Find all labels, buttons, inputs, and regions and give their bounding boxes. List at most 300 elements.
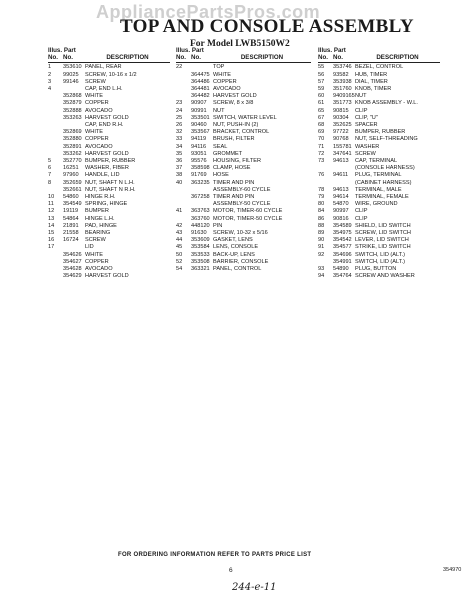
part-part — [63, 122, 85, 129]
part-desc: NUT — [355, 93, 367, 100]
part-no: 59 — [318, 86, 325, 93]
part-part: 54890 — [333, 266, 349, 273]
part-row — [176, 266, 311, 273]
part-row — [176, 244, 311, 251]
part-row — [48, 273, 170, 280]
part-part: 354628 — [63, 266, 82, 273]
part-desc: HARVEST GOLD — [85, 273, 129, 280]
part-desc: COPPER — [85, 100, 109, 107]
part-row — [48, 86, 170, 93]
part-part: 354626 — [63, 251, 82, 258]
part-part: 93582 — [333, 71, 349, 78]
part-desc: BARRIER, CONSOLE — [213, 258, 269, 265]
part-part: 354696 — [333, 251, 352, 258]
part-desc: SHIELD, LID SWITCH — [355, 222, 411, 229]
part-desc: AVOCADO — [85, 266, 113, 273]
part-no: 69 — [318, 129, 325, 136]
part-no: 94 — [318, 273, 325, 280]
part-part: 363235 — [191, 179, 210, 186]
column-header-illus-part: Illus. Part — [176, 47, 204, 54]
part-row — [48, 136, 170, 143]
part-row — [48, 194, 170, 201]
part-no — [48, 144, 63, 151]
part-no: 41 — [176, 208, 183, 215]
part-part: 352868 — [63, 93, 82, 100]
part-row — [48, 266, 170, 273]
part-row — [176, 158, 311, 165]
part-row — [318, 136, 440, 143]
part-part: 354542 — [333, 237, 352, 244]
part-part: 364475 — [191, 71, 210, 78]
page-number: 6 — [229, 567, 233, 574]
part-desc: HARVEST GOLD — [85, 114, 129, 121]
part-part: 364481 — [191, 86, 210, 93]
part-part: 354975 — [333, 230, 352, 237]
part-row — [318, 244, 440, 251]
part-part: 351760 — [333, 86, 352, 93]
part-desc: KNOB, TIMER — [355, 86, 392, 93]
part-no — [48, 136, 63, 143]
part-row — [176, 187, 311, 194]
part-desc: (CABINET HARNESS) — [355, 179, 412, 186]
part-row — [318, 158, 440, 165]
part-desc: LEVER, LID SWITCH — [355, 237, 409, 244]
part-part: 99146 — [63, 78, 79, 85]
part-part: 21891 — [63, 222, 79, 229]
part-row — [318, 230, 440, 237]
part-part: 94614 — [333, 194, 349, 201]
part-desc: PLUG, TERMINAL — [355, 172, 402, 179]
part-row — [318, 273, 440, 280]
part-row — [318, 93, 440, 100]
part-row — [318, 115, 440, 122]
part-no: 42 — [176, 222, 183, 229]
column-header-cell: DESCRIPTION — [240, 54, 284, 62]
part-row — [48, 115, 170, 122]
column-header-row — [318, 54, 440, 63]
part-desc: BEZEL, CONTROL — [355, 64, 404, 71]
part-no: 33 — [176, 136, 183, 143]
column-header-cell: No. — [48, 54, 58, 62]
part-row — [318, 223, 440, 230]
part-desc: SWITCH, WATER LEVEL — [213, 114, 277, 121]
part-desc: (CONSOLE HARNESS) — [355, 165, 415, 172]
part-desc: BACK-UP, LENS — [213, 251, 255, 258]
part-row — [176, 122, 311, 129]
part-row — [176, 129, 311, 136]
part-no: 56 — [318, 71, 325, 78]
part-no: 61 — [318, 100, 325, 107]
part-no: 2 — [48, 71, 52, 78]
part-no: 4 — [48, 86, 52, 93]
part-no: 16 — [48, 237, 55, 244]
part-desc: SPRING, HINGE — [85, 201, 128, 208]
part-part: 19119 — [63, 208, 79, 215]
part-desc: MOTOR, TIMER-60 CYCLE — [213, 208, 283, 215]
part-no: 40 — [176, 179, 183, 186]
part-desc: PAD, HINGE — [85, 222, 117, 229]
part-no: 67 — [318, 114, 325, 121]
column-header-cell: No. — [333, 54, 343, 62]
part-no — [318, 165, 333, 172]
model-line: For Model LWB5150W2 — [190, 39, 290, 49]
part-desc: PLUG, BUTTON — [355, 266, 397, 273]
part-part: 364486 — [191, 78, 210, 85]
part-part: 94119 — [191, 136, 207, 143]
part-part: 354549 — [63, 201, 82, 208]
part-part: 94613 — [333, 186, 349, 193]
part-row — [318, 266, 440, 273]
handwritten-note: 244-e-11 — [232, 582, 277, 593]
part-row — [318, 187, 440, 194]
part-row — [48, 180, 170, 187]
part-desc: PIN — [213, 222, 223, 229]
part-desc: SEAL — [213, 143, 228, 150]
part-row — [176, 201, 311, 208]
part-row — [48, 237, 170, 244]
column-header-cell: No. — [191, 54, 201, 62]
part-desc: WHITE — [85, 93, 104, 100]
part-no: 13 — [48, 215, 55, 222]
part-no: 45 — [176, 244, 183, 251]
part-desc: TERMINAL, FEMALE — [355, 194, 409, 201]
part-row — [48, 64, 170, 71]
part-no — [176, 216, 191, 223]
column-header-row — [48, 54, 170, 63]
part-part: 352770 — [63, 158, 82, 165]
part-desc: NUT, PUSH-IN (2) — [213, 122, 259, 129]
part-desc: ASSEMBLY-50 CYCLE — [213, 201, 271, 208]
part-desc: BUMPER, RUBBER — [85, 158, 136, 165]
part-row — [48, 244, 170, 251]
part-row — [48, 144, 170, 151]
part-part: 97722 — [333, 129, 349, 136]
part-part — [191, 187, 213, 194]
part-part: 353610 — [63, 64, 82, 71]
part-no: 79 — [318, 194, 325, 201]
part-desc: NUT, SELF-THREADING — [355, 136, 418, 143]
page-title: TOP AND CONSOLE ASSEMBLY — [120, 16, 414, 37]
part-desc: HINGE L.H. — [85, 215, 115, 222]
part-part: 351773 — [333, 100, 352, 107]
part-desc: TOP — [213, 64, 225, 71]
part-part: 353584 — [191, 244, 210, 251]
part-desc: SWITCH, LID (ALT.) — [355, 258, 405, 265]
part-no: 11 — [48, 201, 54, 208]
part-no: 8 — [48, 179, 52, 186]
part-no — [48, 93, 63, 100]
part-row — [176, 86, 311, 93]
part-no: 34 — [176, 143, 183, 150]
part-desc: SPACER — [355, 122, 378, 129]
part-desc: AVOCADO — [213, 86, 241, 93]
part-desc: SCREW — [355, 150, 376, 157]
part-desc: SCREW, 10-16 x 1/2 — [85, 71, 137, 78]
part-no — [176, 194, 191, 201]
part-desc: CLAMP, HOSE — [213, 165, 251, 172]
part-no: 60 — [318, 93, 325, 100]
part-part: 16251 — [63, 165, 79, 172]
part-no: 50 — [176, 251, 183, 258]
part-desc: SCREW — [85, 237, 106, 244]
part-row — [318, 86, 440, 93]
part-no: 43 — [176, 230, 183, 237]
part-part: 354629 — [63, 273, 82, 280]
part-part: 90460 — [191, 122, 207, 129]
part-row — [48, 151, 170, 158]
part-row — [176, 144, 311, 151]
part-row — [176, 115, 311, 122]
part-part: 353501 — [191, 114, 210, 121]
part-no — [48, 273, 63, 280]
part-no — [48, 259, 63, 266]
part-part — [333, 165, 355, 172]
part-row — [48, 93, 170, 100]
part-desc: MOTOR, TIMER-50 CYCLE — [213, 215, 283, 222]
part-part — [333, 180, 355, 187]
part-no: 32 — [176, 129, 183, 136]
part-no: 73 — [318, 158, 325, 165]
part-part: 91630 — [191, 230, 207, 237]
part-desc: COPPER — [85, 136, 109, 143]
part-desc: STRIKE, LID SWITCH — [355, 244, 411, 251]
part-row — [318, 129, 440, 136]
part-row — [318, 64, 440, 71]
part-row — [48, 172, 170, 179]
part-desc: AVOCADO — [85, 107, 113, 114]
part-desc: COPPER — [85, 258, 109, 265]
part-row — [176, 136, 311, 143]
part-no — [176, 201, 191, 208]
part-row — [176, 64, 311, 71]
part-part: 54864 — [63, 215, 79, 222]
part-part: 99025 — [63, 71, 79, 78]
part-part: 90816 — [333, 215, 349, 222]
part-row — [48, 79, 170, 86]
part-part: 352625 — [333, 122, 352, 129]
part-desc: CAP, TERMINAL — [355, 158, 398, 165]
part-part: 353508 — [191, 258, 210, 265]
part-row — [318, 259, 440, 266]
part-no: 6 — [48, 165, 52, 172]
part-no: 15 — [48, 230, 55, 237]
part-desc: KNOB ASSEMBLY - W.L. — [355, 100, 418, 107]
part-no: 26 — [176, 122, 183, 129]
part-no: 17 — [48, 244, 55, 251]
part-part: 21558 — [63, 230, 79, 237]
part-no: 57 — [318, 78, 325, 85]
part-part: 354764 — [333, 273, 352, 280]
part-row — [318, 165, 440, 172]
part-desc: SCREW, 8 x 3/8 — [213, 100, 254, 107]
part-row — [176, 180, 311, 187]
part-row — [176, 208, 311, 215]
part-part: 90991 — [191, 107, 207, 114]
column-header-row — [176, 54, 311, 63]
part-desc: HOSE — [213, 172, 229, 179]
part-row — [48, 122, 170, 129]
part-no — [48, 266, 63, 273]
part-no — [318, 180, 333, 187]
part-part: 94611 — [333, 172, 349, 179]
watermark: AppliancePartsPros.com — [96, 2, 321, 22]
column-header-cell: DESCRIPTION — [376, 54, 419, 62]
part-part: 352879 — [63, 100, 82, 107]
part-part: 352880 — [63, 136, 82, 143]
part-part: 90997 — [333, 208, 349, 215]
part-row — [318, 144, 440, 151]
part-part: 90768 — [333, 136, 349, 143]
part-row — [48, 208, 170, 215]
part-desc: DIAL, TIMER — [355, 78, 388, 85]
part-row — [48, 129, 170, 136]
part-no: 35 — [176, 150, 183, 157]
part-row — [176, 151, 311, 158]
part-part: 358598 — [191, 165, 210, 172]
column-header-illus-part: Illus. Part — [318, 47, 346, 54]
part-no — [48, 108, 63, 115]
part-row — [318, 201, 440, 208]
part-part: 353609 — [191, 237, 210, 244]
part-part — [63, 86, 85, 93]
part-row — [176, 108, 311, 115]
part-desc: NUT — [213, 107, 225, 114]
part-desc: SCREW, 10-32 x 5/16 — [213, 230, 268, 237]
part-desc: SCREW — [85, 78, 106, 85]
part-row — [318, 100, 440, 107]
part-no — [48, 151, 63, 158]
part-no: 68 — [318, 122, 325, 129]
part-row — [176, 237, 311, 244]
part-no: 22 — [176, 64, 183, 71]
part-row — [176, 93, 311, 100]
part-desc: HOUSING, FILTER — [213, 158, 262, 165]
column-header-illus-part: Illus. Part — [48, 47, 76, 54]
column-header-cell: DESCRIPTION — [106, 54, 149, 62]
part-no: 38 — [176, 172, 183, 179]
part-desc: CLIP — [355, 208, 368, 215]
part-row — [318, 216, 440, 223]
column-header-cell: No. — [63, 54, 73, 62]
part-desc: HUB, TIMER — [355, 71, 388, 78]
part-part: 54870 — [333, 201, 349, 208]
part-desc: SWITCH, LID (ALT.) — [355, 251, 405, 258]
part-no — [48, 115, 63, 122]
part-desc: NUT, SHAFT N R.H. — [85, 186, 136, 193]
part-row — [176, 230, 311, 237]
part-desc: CAP, END L.H. — [85, 86, 123, 93]
part-no — [48, 252, 63, 259]
part-part: 363763 — [191, 208, 210, 215]
part-no: 90 — [318, 237, 325, 244]
parts-column-2 — [176, 47, 311, 273]
part-no: 71 — [318, 143, 325, 150]
part-part: 95576 — [191, 158, 207, 165]
part-part: 354627 — [63, 258, 82, 265]
part-row — [176, 252, 311, 259]
part-desc: TIMER AND PIN — [213, 179, 255, 186]
part-part: 91769 — [191, 172, 207, 179]
part-no: 86 — [318, 215, 325, 222]
part-no — [48, 100, 63, 107]
part-desc: WASHER, FIBER — [85, 165, 129, 172]
part-no — [318, 259, 333, 266]
part-desc: SCREW, LID SWITCH — [355, 230, 411, 237]
ordering-info-footer: FOR ORDERING INFORMATION REFER TO PARTS PRICE LIST — [118, 552, 312, 558]
part-desc: PANEL, REAR — [85, 64, 122, 71]
part-part: 90304 — [333, 114, 349, 121]
part-no: 78 — [318, 186, 325, 193]
part-part: 94613 — [333, 158, 349, 165]
part-row — [48, 100, 170, 107]
part-no: 5 — [48, 158, 52, 165]
part-part: 155781 — [333, 143, 352, 150]
part-no — [48, 187, 63, 194]
part-no: 36 — [176, 158, 183, 165]
part-row — [48, 230, 170, 237]
part-row — [318, 151, 440, 158]
part-part: 363760 — [191, 215, 210, 222]
part-row — [176, 259, 311, 266]
part-no: 12 — [48, 208, 55, 215]
part-row — [48, 158, 170, 165]
part-row — [176, 223, 311, 230]
part-row — [48, 108, 170, 115]
part-desc: TERMINAL, MALE — [355, 186, 402, 193]
part-desc: CLIP — [355, 107, 368, 114]
part-part: 354991 — [333, 258, 352, 265]
part-no: 92 — [318, 251, 325, 258]
part-no: 76 — [318, 172, 325, 179]
part-row — [48, 201, 170, 208]
part-no: 80 — [318, 201, 325, 208]
document-code: 354970 — [443, 567, 462, 573]
part-no: 54 — [176, 266, 183, 273]
part-desc: NUT, SHAFT N L.H. — [85, 179, 135, 186]
part-part: 353263 — [63, 114, 82, 121]
part-part: 367258 — [191, 194, 210, 201]
part-no: 72 — [318, 150, 325, 157]
part-row — [318, 72, 440, 79]
part-no: 88 — [318, 222, 325, 229]
part-part: 448120 — [191, 222, 210, 229]
part-desc: WHITE — [85, 129, 104, 136]
part-desc: HARVEST GOLD — [213, 93, 257, 100]
parts-column-1 — [48, 47, 170, 281]
part-desc: BEARING — [85, 230, 111, 237]
part-part: 352891 — [63, 143, 82, 150]
part-desc: LENS, CONSOLE — [213, 244, 259, 251]
part-no: 1 — [48, 64, 52, 71]
column-header-cell: No. — [176, 54, 186, 62]
part-no: 93 — [318, 266, 325, 273]
part-no: 44 — [176, 237, 183, 244]
part-desc: WASHER — [355, 143, 380, 150]
part-no: 55 — [318, 64, 325, 71]
part-row — [318, 108, 440, 115]
part-part: 352888 — [63, 107, 82, 114]
part-row — [48, 187, 170, 194]
part-desc: AVOCADO — [85, 143, 113, 150]
part-no: 25 — [176, 114, 183, 121]
part-row — [176, 194, 311, 201]
part-desc: HARVEST GOLD — [85, 150, 129, 157]
part-part: 97960 — [63, 172, 79, 179]
part-row — [176, 100, 311, 107]
part-row — [48, 223, 170, 230]
part-part: 353567 — [191, 129, 210, 136]
part-part: 54860 — [63, 194, 79, 201]
